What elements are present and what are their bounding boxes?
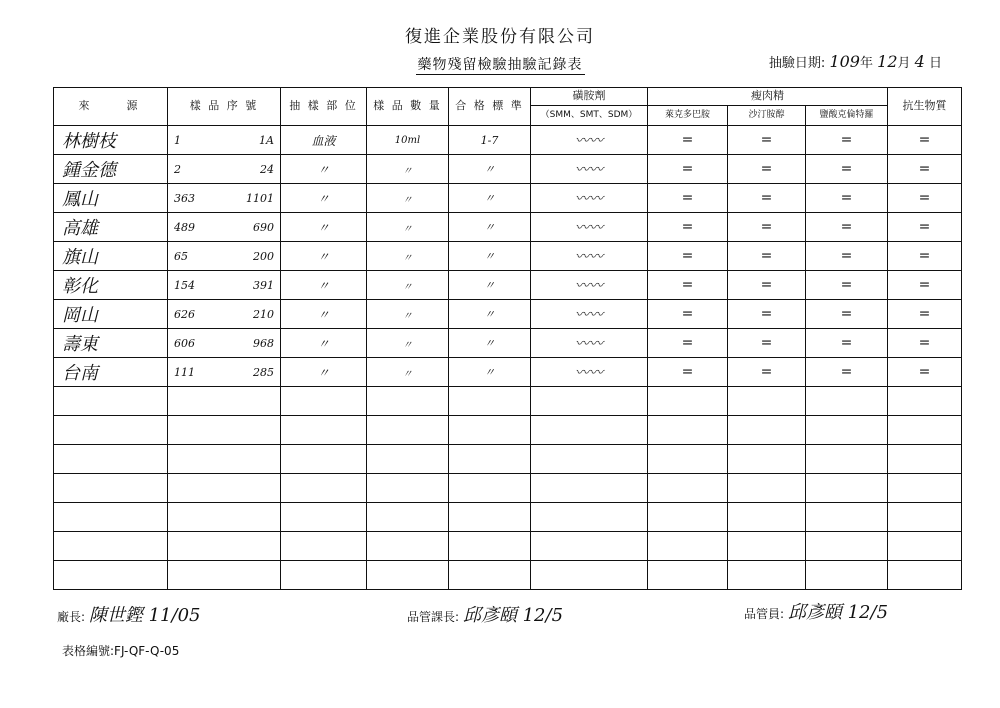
date-year: 109 <box>829 52 860 71</box>
cell-part: 〃 <box>281 184 367 213</box>
cell-quantity: 〃 <box>367 155 449 184</box>
table-row <box>54 561 962 590</box>
cell-sulfa <box>531 445 648 474</box>
cell-part: 〃 <box>281 271 367 300</box>
cell-sulfa: 〰〰 <box>531 271 648 300</box>
cell-sulfa: 〰〰 <box>531 155 648 184</box>
header-source: 來 源 <box>54 88 168 126</box>
cell-standard: 〃 <box>449 300 531 329</box>
table-row <box>54 416 962 445</box>
cell-antibiotics: = <box>888 329 962 358</box>
serial-start: 154 <box>174 278 195 292</box>
cell-antibiotics: = <box>888 358 962 387</box>
cell-clenbuterol <box>806 387 888 416</box>
cell-sulfa <box>531 474 648 503</box>
table-row <box>54 184 962 213</box>
cell-standard: 〃 <box>449 358 531 387</box>
cell-salbutamol <box>728 474 806 503</box>
cell-part <box>281 387 367 416</box>
cell-ractopamine: = <box>648 155 728 184</box>
cell-salbutamol: = <box>728 300 806 329</box>
cell-source <box>54 445 168 474</box>
cell-ractopamine: = <box>648 271 728 300</box>
serial-end: 1A <box>259 133 274 147</box>
serial-start: 626 <box>174 307 195 321</box>
cell-salbutamol <box>728 561 806 590</box>
serial-end: 690 <box>253 220 274 234</box>
cell-quantity <box>367 532 449 561</box>
cell-part: 〃 <box>281 300 367 329</box>
plant-manager-signature: 陳世鏗 11/05 <box>88 605 201 626</box>
cell-quantity: 〃 <box>367 184 449 213</box>
cell-clenbuterol <box>806 474 888 503</box>
cell-sulfa: 〰〰 <box>531 329 648 358</box>
cell-salbutamol <box>728 445 806 474</box>
cell-ractopamine: = <box>648 213 728 242</box>
cell-ractopamine <box>648 445 728 474</box>
cell-ractopamine: = <box>648 300 728 329</box>
cell-quantity: 10ml <box>367 126 449 155</box>
cell-standard: 1-7 <box>449 126 531 155</box>
cell-quantity: 〃 <box>367 358 449 387</box>
inspection-date <box>769 52 942 71</box>
header-standard: 合 格 標 準 <box>449 88 531 126</box>
section-chief-signature: 邱彥頤 12/5 <box>462 605 564 626</box>
header-clenbuterol: 鹽酸克倫特羅 <box>806 106 888 126</box>
cell-source: 林樹枝 <box>54 126 168 155</box>
cell-part <box>281 532 367 561</box>
cell-serial <box>168 416 281 445</box>
cell-antibiotics <box>888 445 962 474</box>
cell-antibiotics: = <box>888 271 962 300</box>
date-day: 4 <box>914 52 925 71</box>
cell-sulfa <box>531 561 648 590</box>
date-day-unit: 日 <box>928 56 942 71</box>
cell-quantity <box>367 445 449 474</box>
cell-standard: 〃 <box>449 271 531 300</box>
cell-ractopamine: = <box>648 184 728 213</box>
serial-end: 1101 <box>246 191 274 205</box>
cell-serial <box>168 126 281 155</box>
header-serial: 樣 品 序 號 <box>168 88 281 126</box>
cell-sulfa: 〰〰 <box>531 242 648 271</box>
cell-antibiotics: = <box>888 155 962 184</box>
cell-ractopamine: = <box>648 329 728 358</box>
cell-quantity: 〃 <box>367 300 449 329</box>
serial-start: 606 <box>174 336 195 350</box>
qc-staff-signature: 邱彥頤 12/5 <box>787 602 889 623</box>
inspection-record-table <box>53 87 962 590</box>
cell-part <box>281 561 367 590</box>
cell-clenbuterol: = <box>806 271 888 300</box>
cell-part <box>281 445 367 474</box>
cell-serial <box>168 155 281 184</box>
cell-ractopamine <box>648 387 728 416</box>
table-row <box>54 445 962 474</box>
cell-serial <box>168 358 281 387</box>
header-salbutamol: 沙汀胺醇 <box>728 106 806 126</box>
cell-standard: 〃 <box>449 242 531 271</box>
section-chief <box>407 601 563 627</box>
cell-standard: 〃 <box>449 213 531 242</box>
cell-source: 壽東 <box>54 329 168 358</box>
cell-sulfa: 〰〰 <box>531 126 648 155</box>
cell-sulfa <box>531 532 648 561</box>
date-month-unit: 月 <box>897 56 911 71</box>
cell-source: 台南 <box>54 358 168 387</box>
cell-antibiotics: = <box>888 126 962 155</box>
date-month: 12 <box>877 52 898 71</box>
cell-antibiotics <box>888 474 962 503</box>
header-sulfa-sub: （SMM、SMT、SDM） <box>531 106 648 126</box>
cell-source <box>54 387 168 416</box>
cell-serial <box>168 503 281 532</box>
header-antibiotics: 抗生物質 <box>888 88 962 126</box>
cell-standard <box>449 416 531 445</box>
cell-quantity <box>367 416 449 445</box>
section-chief-label: 品管課長: <box>407 610 460 624</box>
cell-source <box>54 503 168 532</box>
cell-standard <box>449 445 531 474</box>
cell-source: 高雄 <box>54 213 168 242</box>
header-sulfa: 磺胺劑 <box>531 88 648 106</box>
cell-part <box>281 503 367 532</box>
cell-standard <box>449 387 531 416</box>
cell-sulfa <box>531 416 648 445</box>
cell-source: 鳳山 <box>54 184 168 213</box>
header-ractopamine: 萊克多巴胺 <box>648 106 728 126</box>
cell-serial <box>168 474 281 503</box>
cell-clenbuterol: = <box>806 213 888 242</box>
cell-salbutamol <box>728 387 806 416</box>
cell-salbutamol: = <box>728 155 806 184</box>
cell-antibiotics: = <box>888 242 962 271</box>
cell-source <box>54 561 168 590</box>
cell-standard: 〃 <box>449 155 531 184</box>
cell-ractopamine: = <box>648 358 728 387</box>
plant-manager <box>57 601 200 627</box>
serial-end: 968 <box>253 336 274 350</box>
cell-salbutamol: = <box>728 242 806 271</box>
cell-antibiotics: = <box>888 213 962 242</box>
serial-end: 210 <box>253 307 274 321</box>
serial-start: 363 <box>174 191 195 205</box>
cell-clenbuterol: = <box>806 358 888 387</box>
cell-source: 岡山 <box>54 300 168 329</box>
cell-sulfa: 〰〰 <box>531 213 648 242</box>
cell-antibiotics <box>888 387 962 416</box>
table-row <box>54 358 962 387</box>
cell-part <box>281 416 367 445</box>
cell-serial <box>168 300 281 329</box>
cell-ractopamine: = <box>648 242 728 271</box>
cell-serial <box>168 184 281 213</box>
cell-serial <box>168 561 281 590</box>
cell-antibiotics: = <box>888 300 962 329</box>
serial-start: 489 <box>174 220 195 234</box>
form-number: 表格編號:FJ-QF-Q-05 <box>62 644 180 658</box>
serial-end: 200 <box>253 249 274 263</box>
cell-salbutamol: = <box>728 213 806 242</box>
table-row <box>54 155 962 184</box>
cell-clenbuterol: = <box>806 300 888 329</box>
cell-clenbuterol <box>806 503 888 532</box>
cell-part: 〃 <box>281 155 367 184</box>
cell-sulfa: 〰〰 <box>531 184 648 213</box>
cell-salbutamol <box>728 503 806 532</box>
table-row <box>54 300 962 329</box>
cell-clenbuterol: = <box>806 126 888 155</box>
cell-serial <box>168 329 281 358</box>
cell-clenbuterol <box>806 532 888 561</box>
cell-clenbuterol <box>806 561 888 590</box>
cell-standard <box>449 532 531 561</box>
cell-antibiotics <box>888 416 962 445</box>
qc-staff-label: 品管員: <box>744 607 785 621</box>
cell-quantity <box>367 503 449 532</box>
cell-clenbuterol: = <box>806 155 888 184</box>
cell-salbutamol: = <box>728 271 806 300</box>
cell-standard: 〃 <box>449 329 531 358</box>
cell-part: 〃 <box>281 358 367 387</box>
cell-sulfa: 〰〰 <box>531 300 648 329</box>
serial-end: 24 <box>260 162 274 176</box>
cell-source: 彰化 <box>54 271 168 300</box>
cell-quantity <box>367 387 449 416</box>
header-quantity: 樣 品 數 量 <box>367 88 449 126</box>
cell-salbutamol: = <box>728 358 806 387</box>
table-row <box>54 271 962 300</box>
serial-start: 111 <box>174 365 195 379</box>
cell-quantity: 〃 <box>367 242 449 271</box>
cell-standard <box>449 474 531 503</box>
cell-source: 鍾金德 <box>54 155 168 184</box>
cell-clenbuterol: = <box>806 329 888 358</box>
serial-end: 391 <box>253 278 274 292</box>
cell-clenbuterol <box>806 416 888 445</box>
cell-serial <box>168 271 281 300</box>
cell-ractopamine <box>648 561 728 590</box>
table-row <box>54 242 962 271</box>
cell-antibiotics <box>888 532 962 561</box>
cell-salbutamol <box>728 416 806 445</box>
cell-ractopamine: = <box>648 126 728 155</box>
cell-standard <box>449 503 531 532</box>
cell-source: 旗山 <box>54 242 168 271</box>
cell-part: 〃 <box>281 329 367 358</box>
form-title-text: 藥物殘留檢驗抽驗記錄表 <box>417 57 583 73</box>
table-row <box>54 387 962 416</box>
header-lean-meat: 瘦肉精 <box>648 88 888 106</box>
table-row <box>54 126 962 155</box>
cell-clenbuterol <box>806 445 888 474</box>
serial-start: 65 <box>174 249 188 263</box>
header-part: 抽 樣 部 位 <box>281 88 367 126</box>
cell-quantity <box>367 561 449 590</box>
table-row <box>54 329 962 358</box>
cell-source <box>54 474 168 503</box>
cell-part <box>281 474 367 503</box>
cell-salbutamol <box>728 532 806 561</box>
table-row <box>54 474 962 503</box>
cell-antibiotics: = <box>888 184 962 213</box>
cell-ractopamine <box>648 503 728 532</box>
cell-source <box>54 532 168 561</box>
cell-sulfa <box>531 503 648 532</box>
cell-source <box>54 416 168 445</box>
cell-part: 血液 <box>281 126 367 155</box>
cell-part: 〃 <box>281 242 367 271</box>
qc-staff <box>744 598 888 624</box>
cell-ractopamine <box>648 416 728 445</box>
cell-serial <box>168 532 281 561</box>
table-row <box>54 532 962 561</box>
table-body <box>54 126 962 590</box>
company-name: 復進企業股份有限公司 <box>405 27 595 47</box>
table-row <box>54 503 962 532</box>
cell-standard <box>449 561 531 590</box>
cell-quantity: 〃 <box>367 329 449 358</box>
cell-serial <box>168 387 281 416</box>
cell-clenbuterol: = <box>806 242 888 271</box>
cell-serial <box>168 213 281 242</box>
cell-ractopamine <box>648 532 728 561</box>
cell-part: 〃 <box>281 213 367 242</box>
serial-end: 285 <box>253 365 274 379</box>
plant-manager-label: 廠長: <box>57 610 86 624</box>
cell-standard: 〃 <box>449 184 531 213</box>
cell-serial <box>168 445 281 474</box>
cell-quantity <box>367 474 449 503</box>
date-label: 抽驗日期: <box>768 56 826 71</box>
cell-salbutamol: = <box>728 184 806 213</box>
cell-quantity: 〃 <box>367 271 449 300</box>
cell-salbutamol: = <box>728 329 806 358</box>
serial-start: 1 <box>174 133 181 147</box>
table-row <box>54 213 962 242</box>
cell-sulfa: 〰〰 <box>531 358 648 387</box>
cell-quantity: 〃 <box>367 213 449 242</box>
cell-ractopamine <box>648 474 728 503</box>
serial-start: 2 <box>174 162 181 176</box>
cell-serial <box>168 242 281 271</box>
date-year-unit: 年 <box>859 56 873 71</box>
cell-antibiotics <box>888 503 962 532</box>
cell-clenbuterol: = <box>806 184 888 213</box>
cell-sulfa <box>531 387 648 416</box>
cell-salbutamol: = <box>728 126 806 155</box>
cell-antibiotics <box>888 561 962 590</box>
